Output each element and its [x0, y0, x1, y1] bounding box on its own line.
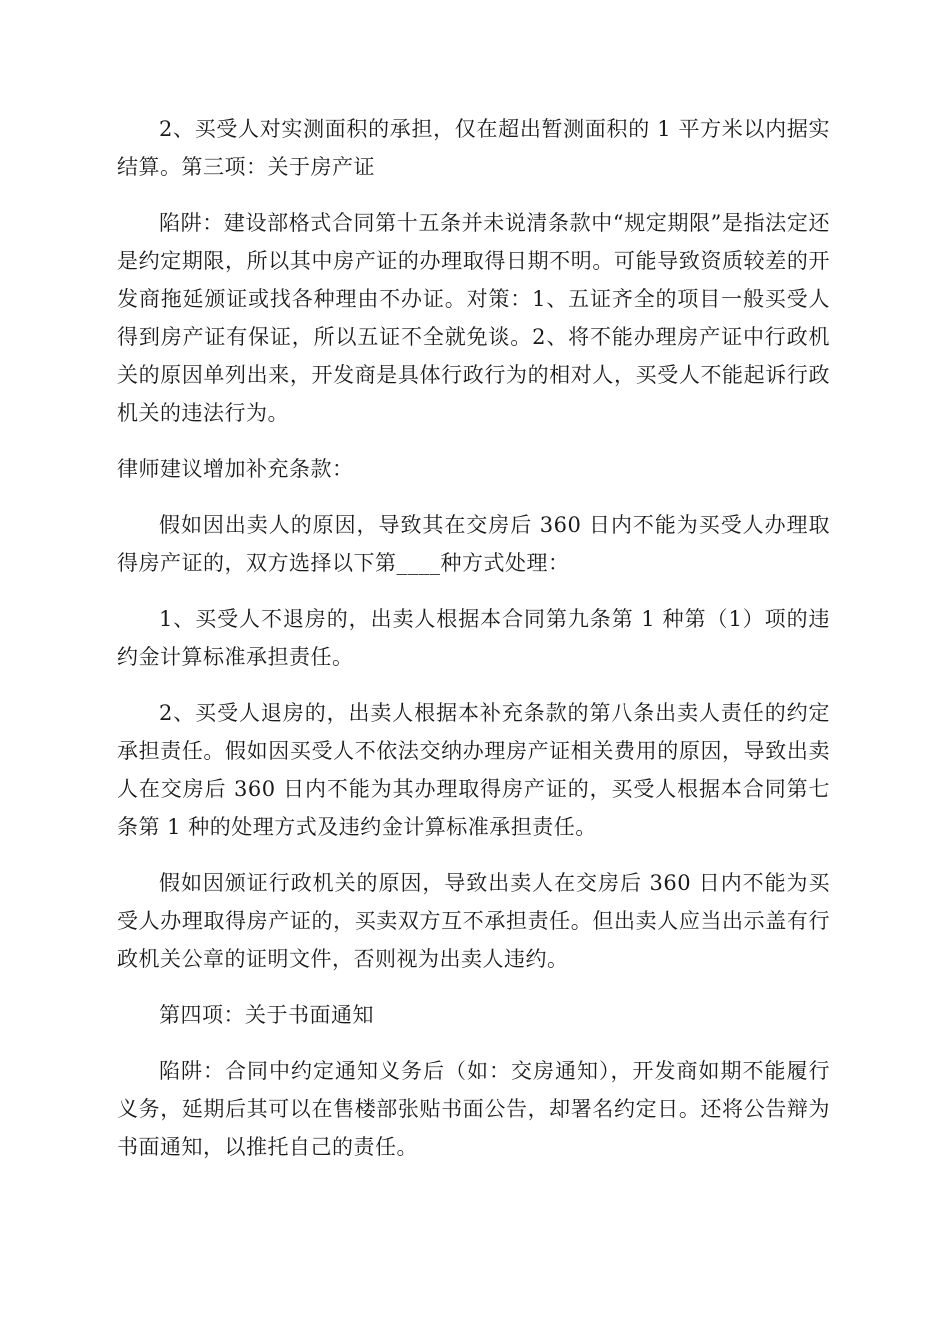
paragraph-agency-cause: 假如因颁证行政机关的原因，导致出卖人在交房后 360 日内不能为买受人办理取得房产证的，买卖双方互不承担责任。但出卖人应当出示盖有行政机关公章的证明文件，否则视为出卖人违约。 — [117, 871, 830, 971]
paragraph-option-1: 1、买受人不退房的，出卖人根据本合同第九条第 1 种第（1）项的违约金计算标准承担责任。 — [117, 607, 830, 669]
document-page — [117, 110, 830, 1184]
paragraph-option-2: 2、买受人退房的，出卖人根据本补充条款的第八条出卖人责任的约定承担责任。假如因买受人不依法交纳办理房产证相关费用的原因，导致出卖人在交房后 360 日内不能为其办理取得房产证的，买受人根据本合同第七条第 1 种的处理方式及违约金计算标准承担责任。 — [117, 701, 830, 839]
paragraph-trap-written-notice: 陷阱：合同中约定通知义务后（如：交房通知），开发商如期不能履行义务，延期后其可以在售楼部张贴书面公告，却署名约定日。还将公告辩为书面通知，以推托自己的责任。 — [117, 1059, 830, 1159]
section-heading-written-notice: 第四项：关于书面通知 — [159, 1003, 374, 1027]
paragraph-lawyer-suggestion: 律师建议增加补充条款： — [117, 457, 354, 481]
paragraph-area-settlement: 2、买受人对实测面积的承担，仅在超出暂测面积的 1 平方米以内据实结算。第三项：关于房产证 — [117, 117, 830, 179]
paragraph-seller-cause: 假如因出卖人的原因，导致其在交房后 360 日内不能为买受人办理取得房产证的，双方选择以下第____种方式处理： — [117, 513, 830, 575]
paragraph-trap-property-certificate: 陷阱：建设部格式合同第十五条并未说清条款中“规定期限”是指法定还是约定期限，所以其中房产证的办理取得日期不明。可能导致资质较差的开发商拖延颁证或找各种理由不办证。对策：1、五证齐全的项目一般买受人得到房产证有保证，所以五证不全就免谈。2、将不能办理房产证中行政机关的原因单列出来，开发商是具体行政行为的相对人，买受人不能起诉行政机关的违法行为。 — [117, 211, 830, 425]
